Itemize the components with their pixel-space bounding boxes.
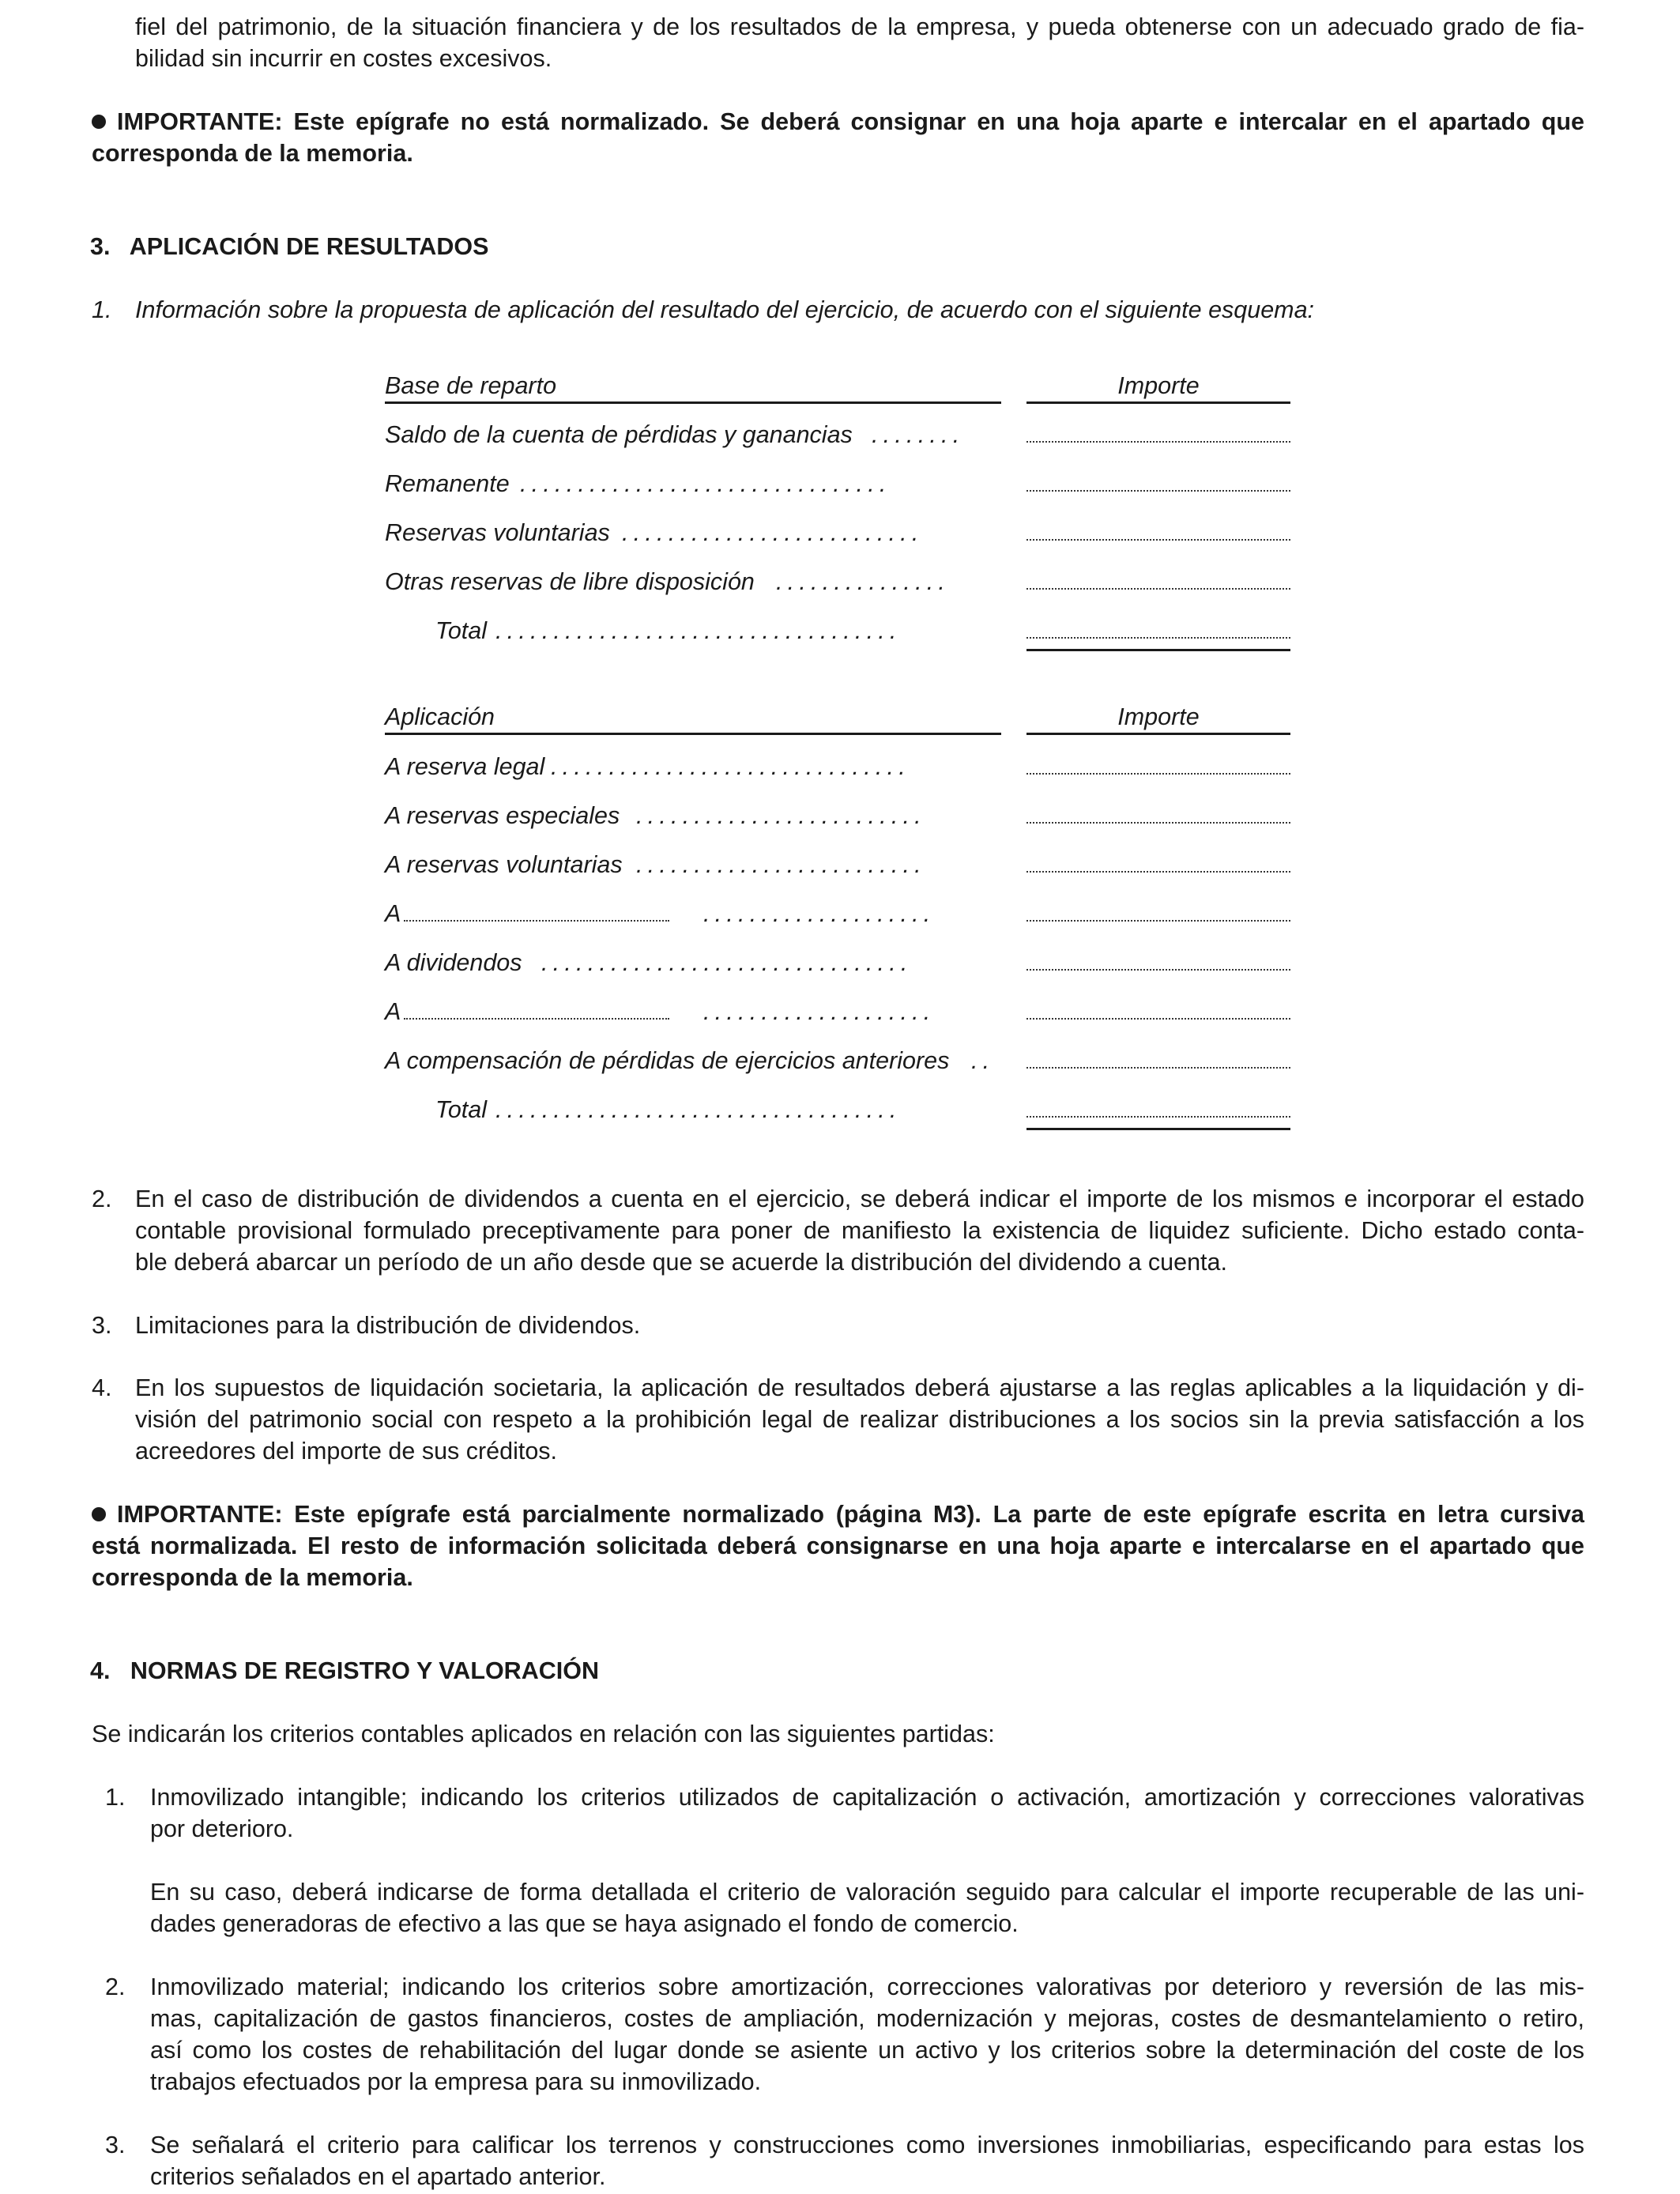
important-note-1-line-1: IMPORTANTE: Este epígrafe no está normalizado. Se deberá consignar en una hoja aparte e intercalar en el apartado que: [92, 106, 1584, 138]
section-3-item-2-number: 2.: [92, 1186, 112, 1212]
bullet-icon: [92, 1507, 106, 1521]
section-3-item-4-line-1: En los supuestos de liquidación societaria, la aplicación de resultados deberá ajustarse a las reglas aplicables a la liquidación y di-: [135, 1374, 1584, 1401]
section-3-item-4-line-3: acreedores del importe de sus créditos.: [135, 1438, 558, 1465]
aplicacion-table-row: [385, 1045, 1290, 1076]
row-leader-dots: ....................: [703, 998, 936, 1025]
row-label: Saldo de la cuenta de pérdidas y ganancias: [385, 421, 853, 448]
base-table-row: [385, 419, 1290, 450]
bullet-icon: [92, 115, 106, 129]
section-4-item-2-line-2: mas, capitalización de gastos financieros, costes de ampliación, modernización y mejoras, costes de desmantelamiento o retiro,: [150, 2005, 1584, 2032]
row-label: A: [385, 998, 401, 1025]
section-4-item-2-line-1: Inmovilizado material; indicando los criterios sobre amortización, correcciones valorativas por deterioro y reversión de las mis-: [150, 1973, 1584, 2000]
section-4-item-2-number: 2.: [105, 1973, 126, 2000]
section-4-item-1-paragraph-2-line-2: dades generadoras de efectivo a las que se haya asignado el fondo de comercio.: [150, 1910, 1019, 1937]
section-4-item-2-line-4: trabajos efectuados por la empresa para su inmovilizado.: [150, 2068, 762, 2095]
total-underline: [1026, 649, 1290, 651]
base-table-row: [385, 517, 1290, 548]
row-leader-dots: ................................: [541, 949, 913, 976]
section-3-item-4-line-2: visión del patrimonio social con respeto a la prohibición legal de realizar distribuciones a los socios sin la previa satisfacción a los: [135, 1406, 1584, 1433]
amount-field[interactable]: [1026, 920, 1290, 922]
section-4-item-1-number: 1.: [105, 1784, 126, 1811]
amount-field[interactable]: [1026, 539, 1290, 541]
section-4-item-1-line-1: Inmovilizado intangible; indicando los criterios utilizados de capitalización o activación, amortización y correcciones valorativas: [150, 1784, 1584, 1811]
section-3-heading: 3. APLICACIÓN DE RESULTADOS: [90, 233, 489, 260]
row-leader-dots: ...................................: [495, 1096, 902, 1123]
aplicacion-table-row: [385, 947, 1290, 978]
section-3-item-4-number: 4.: [92, 1374, 112, 1401]
base-table-header-left: Base de reparto: [385, 370, 1001, 404]
total-amount-field[interactable]: [1026, 1116, 1290, 1118]
aplicacion-table-total-row: [385, 1094, 1290, 1125]
aplicacion-table-header-left: Aplicación: [385, 701, 1001, 735]
row-leader-dots: ..........................: [622, 519, 924, 546]
section-4-item-1-paragraph-2-line-1: En su caso, deberá indicarse de forma detallada el criterio de valoración seguido para calcular el importe recuperable de las uni-: [150, 1879, 1584, 1906]
section-4-item-3-number: 3.: [105, 2132, 126, 2158]
aplicacion-table-row: [385, 849, 1290, 880]
intro-line-1: fiel del patrimonio, de la situación financiera y de los resultados de la empresa, y pueda obtenerse con un adecuado grado de fia-: [135, 13, 1584, 40]
aplicacion-table-row: [385, 751, 1290, 782]
important-note-1-line-2: corresponda de la memoria.: [92, 140, 413, 167]
important-note-2-line-2: está normalizada. El resto de información solicitada deberá consignarse en una hoja aparte e intercalarse en el apartado que: [92, 1532, 1584, 1559]
section-3-item-1-number: 1.: [92, 296, 112, 323]
amount-field[interactable]: [1026, 773, 1290, 775]
base-table-row: [385, 566, 1290, 598]
total-underline: [1026, 1128, 1290, 1130]
row-leader-dots: ...................................: [495, 617, 902, 644]
amount-field[interactable]: [1026, 969, 1290, 971]
base-table-row: [385, 468, 1290, 499]
section-3-item-3-number: 3.: [92, 1312, 112, 1339]
amount-field[interactable]: [1026, 441, 1290, 443]
section-4-item-1-line-2: por deterioro.: [150, 1815, 294, 1842]
row-label: Otras reservas de libre disposición: [385, 568, 755, 595]
section-4-item-3-line-1: Se señalará el criterio para calificar los terrenos y construcciones como inversiones inmobiliarias, especificando para estas los: [150, 2132, 1584, 2158]
important-note-2-line-3: corresponda de la memoria.: [92, 1564, 413, 1591]
row-label: A dividendos: [385, 949, 522, 976]
row-label: Reservas voluntarias: [385, 519, 610, 546]
aplicacion-table-row-custom: [385, 898, 1290, 929]
section-3-item-2-line-3: ble deberá abarcar un período de un año desde que se acuerde la distribución del dividendo a cuenta.: [135, 1249, 1227, 1276]
base-table-header-right: Importe: [1026, 370, 1290, 404]
total-label: Total: [435, 617, 488, 644]
total-label: Total: [435, 1096, 488, 1123]
section-3-item-1-text: Información sobre la propuesta de aplicación del resultado del ejercicio, de acuerdo con el siguiente esquema:: [135, 296, 1315, 323]
section-3-item-2-line-1: En el caso de distribución de dividendos a cuenta en el ejercicio, se deberá indicar el importe de los mismos e incorporar el estado: [135, 1186, 1584, 1212]
row-label: Remanente: [385, 470, 510, 497]
base-table-total-row: [385, 615, 1290, 647]
row-leader-dots: .........................: [636, 851, 926, 878]
row-leader-dots: ..: [971, 1047, 995, 1074]
row-label: A compensación de pérdidas de ejercicios anteriores: [385, 1047, 950, 1074]
section-4-item-2-line-3: así como los costes de rehabilitación del lugar donde se asiente un activo y los criterios sobre la determinación del coste de los: [150, 2037, 1584, 2064]
row-label: A: [385, 900, 401, 927]
amount-field[interactable]: [1026, 822, 1290, 824]
row-label: A reservas voluntarias: [385, 851, 623, 878]
row-leader-dots: ...............: [776, 568, 951, 595]
row-leader-dots: ................................: [520, 470, 891, 497]
row-leader-dots: ........: [872, 421, 965, 448]
aplicacion-table-header-right: Importe: [1026, 701, 1290, 735]
amount-field[interactable]: [1026, 871, 1290, 873]
aplicacion-table-row: [385, 800, 1290, 831]
amount-field[interactable]: [1026, 588, 1290, 590]
intro-line-2: bilidad sin incurrir en costes excesivos.: [135, 45, 552, 72]
amount-field[interactable]: [1026, 1018, 1290, 1020]
section-3-item-3-text: Limitaciones para la distribución de dividendos.: [135, 1312, 641, 1339]
amount-field[interactable]: [1026, 1067, 1290, 1069]
row-leader-dots: .........................: [636, 802, 926, 829]
concept-field[interactable]: [404, 920, 669, 922]
section-4-intro: Se indicarán los criterios contables aplicados en relación con las siguientes partidas:: [92, 1721, 995, 1747]
row-leader-dots: ....................: [703, 900, 936, 927]
important-note-2-line-1: IMPORTANTE: Este epígrafe está parcialmente normalizado (página M3). La parte de este epígrafe escrita en letra cursiva: [92, 1498, 1584, 1530]
row-label: A reserva legal: [385, 753, 545, 780]
concept-field[interactable]: [404, 1018, 669, 1020]
amount-field[interactable]: [1026, 490, 1290, 492]
total-amount-field[interactable]: [1026, 637, 1290, 639]
section-3-item-2-line-2: contable provisional formulado preceptivamente para poner de manifiesto la existencia de liquidez suficiente. Dicho estado conta-: [135, 1217, 1584, 1244]
aplicacion-table-row-custom: [385, 996, 1290, 1027]
row-label: A reservas especiales: [385, 802, 620, 829]
section-4-item-3-line-2: criterios señalados en el apartado anterior.: [150, 2163, 606, 2190]
section-4-heading: 4. NORMAS DE REGISTRO Y VALORACIÓN: [90, 1657, 599, 1684]
row-leader-dots: ...............................: [551, 753, 910, 780]
